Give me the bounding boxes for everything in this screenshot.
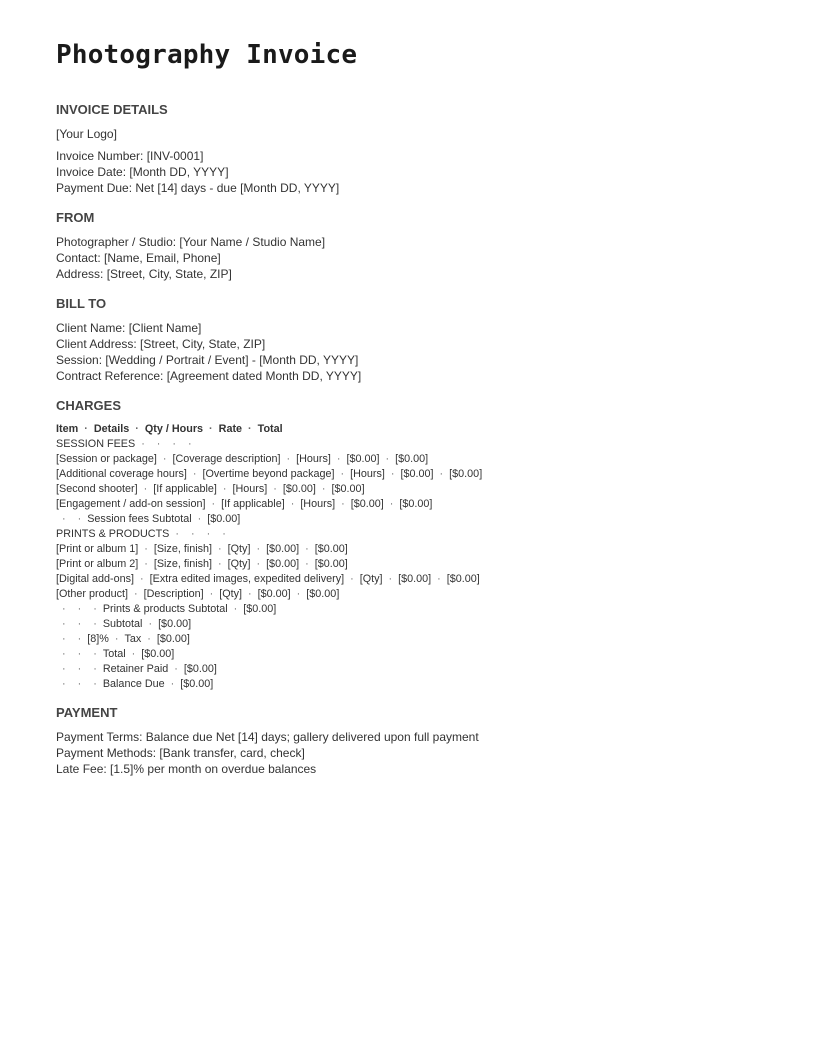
table-cell: [Hours] (232, 483, 268, 495)
table-cell: [Session or package] (56, 453, 157, 465)
table-cell: [$0.00] (141, 648, 175, 660)
table-row (56, 602, 776, 617)
cell-separator: · (156, 453, 173, 465)
contract-reference: Contract Reference: [Agreement dated Month DD, YYYY] (56, 369, 362, 383)
client-address: Client Address: [Street, City, State, ZIP] (56, 337, 266, 351)
invoice-page (56, 38, 776, 777)
cell-separator: · (280, 453, 297, 465)
table-cell: SESSION FEES (56, 438, 136, 450)
table-cell: [$0.00] (398, 573, 432, 585)
cell-separator: · (168, 663, 184, 675)
table-cell: [Hours] (350, 468, 385, 480)
late-fee: Late Fee: [1.5]% per month on overdue balances (56, 762, 317, 776)
from-address: Address: [Street, City, State, ZIP] (56, 267, 232, 281)
bill-to-lines (56, 320, 776, 384)
table-row (56, 527, 776, 542)
cell-separator: · (71, 678, 88, 690)
table-cell: [$0.00] (156, 633, 190, 645)
table-row (56, 572, 776, 587)
table-cell: [$0.00] (331, 483, 365, 495)
cell-separator: · (56, 633, 72, 645)
cell-separator: · (78, 423, 94, 435)
cell-separator: · (290, 588, 307, 600)
table-cell: [Qty] (219, 588, 243, 600)
bill-to-heading: BILL TO (56, 296, 107, 311)
payment-lines (56, 729, 776, 777)
table-cell: [$0.00] (346, 453, 380, 465)
logo-placeholder: [Your Logo] (56, 127, 117, 141)
cell-separator: · (71, 618, 88, 630)
cell-separator: · (138, 558, 154, 570)
table-cell: [Print or album 1] (56, 543, 139, 555)
cell-separator: · (164, 678, 181, 690)
table-cell: [Additional coverage hours] (56, 468, 187, 480)
table-row (56, 437, 776, 452)
cell-separator: · (212, 543, 228, 555)
cell-separator: · (87, 618, 103, 630)
table-row (56, 467, 776, 482)
cell-separator: · (87, 678, 103, 690)
table-row (56, 617, 776, 632)
table-cell: [Qty] (227, 543, 251, 555)
cell-separator: · (186, 468, 203, 480)
table-cell: [Qty] (227, 558, 251, 570)
table-cell: [Second shooter] (56, 483, 138, 495)
table-cell: [$0.00] (257, 588, 291, 600)
payment-terms: Payment Terms: Balance due Net [14] days; gallery delivered upon full payment (56, 730, 479, 744)
table-cell: [Coverage description] (172, 453, 281, 465)
payment-heading: PAYMENT (56, 705, 118, 720)
table-row (56, 647, 776, 662)
table-cell: [Description] (143, 588, 204, 600)
cell-separator: · (205, 498, 222, 510)
table-cell: Total (257, 423, 283, 435)
payment-due: Payment Due: Net [14] days - due [Month DD, YYYY] (56, 181, 340, 195)
cell-separator: · (150, 438, 167, 450)
table-cell: Item (56, 423, 79, 435)
table-cell: [Engagement / add-on session] (56, 498, 206, 510)
from-contact: Contact: [Name, Email, Phone] (56, 251, 221, 265)
table-cell: [$0.00] (399, 498, 433, 510)
table-cell: Session fees Subtotal (87, 513, 192, 525)
table-row (56, 677, 776, 692)
from-heading: FROM (56, 210, 95, 225)
cell-separator: · (191, 513, 208, 525)
table-cell: Details (93, 423, 130, 435)
table-cell: [$0.00] (395, 453, 429, 465)
table-cell: Prints & products Subtotal (102, 603, 228, 615)
table-cell: [If applicable] (153, 483, 217, 495)
payment-methods: Payment Methods: [Bank transfer, card, check] (56, 746, 305, 760)
table-cell: Subtotal (102, 618, 143, 630)
table-cell: [Digital add-ons] (56, 573, 135, 585)
cell-separator: · (242, 588, 258, 600)
table-cell: [Print or album 2] (56, 558, 139, 570)
cell-separator: · (267, 483, 283, 495)
cell-separator: · (203, 423, 219, 435)
cell-separator: · (141, 633, 157, 645)
table-cell: [Size, finish] (153, 543, 213, 555)
table-cell: [8]% (87, 633, 109, 645)
cell-separator: · (71, 663, 88, 675)
table-row (56, 452, 776, 467)
cell-separator: · (142, 618, 159, 630)
table-cell: [$0.00] (180, 678, 214, 690)
cell-separator: · (135, 438, 151, 450)
cell-separator: · (212, 558, 228, 570)
cell-separator: · (433, 468, 450, 480)
charges-table (56, 422, 776, 692)
table-cell: [$0.00] (314, 543, 348, 555)
table-row (56, 482, 776, 497)
cell-separator: · (138, 543, 154, 555)
table-cell: [$0.00] (449, 468, 483, 480)
table-cell: PRINTS & PRODUCTS (56, 528, 170, 540)
table-row (56, 587, 776, 602)
cell-separator: · (125, 648, 142, 660)
table-cell: [$0.00] (314, 558, 348, 570)
table-cell: [$0.00] (350, 498, 384, 510)
table-cell: [$0.00] (183, 663, 217, 675)
cell-separator: · (250, 558, 267, 570)
cell-separator: · (299, 558, 315, 570)
table-cell: [If applicable] (221, 498, 285, 510)
session-info: Session: [Wedding / Portrait / Event] - [Month DD, YYYY] (56, 353, 359, 367)
cell-separator: · (87, 663, 103, 675)
table-cell: [Qty] (359, 573, 383, 585)
cell-separator: · (71, 513, 88, 525)
table-cell: [Overtime beyond package] (202, 468, 335, 480)
cell-separator: · (56, 618, 72, 630)
cell-separator: · (330, 453, 347, 465)
table-cell: [Hours] (296, 453, 331, 465)
cell-separator: · (334, 468, 351, 480)
cell-separator: · (431, 573, 447, 585)
invoice-details-lines (56, 148, 776, 196)
cell-separator: · (185, 528, 201, 540)
charges-heading: CHARGES (56, 398, 122, 413)
table-cell: [$0.00] (158, 618, 192, 630)
invoice-date: Invoice Date: [Month DD, YYYY] (56, 165, 229, 179)
table-cell: [$0.00] (306, 588, 340, 600)
table-cell: Qty / Hours (144, 423, 204, 435)
table-cell: Balance Due (102, 678, 165, 690)
table-cell: [$0.00] (446, 573, 480, 585)
table-cell: [$0.00] (243, 603, 277, 615)
from-lines (56, 234, 776, 282)
table-cell: [$0.00] (282, 483, 316, 495)
invoice-details-heading: INVOICE DETAILS (56, 102, 168, 117)
cell-separator: · (250, 543, 267, 555)
cell-separator: · (108, 633, 125, 645)
cell-separator: · (169, 528, 185, 540)
charges-header-row (56, 422, 776, 437)
cell-separator: · (56, 513, 72, 525)
table-cell: [Extra edited images, expedited delivery] (149, 573, 345, 585)
table-cell: [$0.00] (266, 558, 300, 570)
cell-separator: · (382, 573, 399, 585)
cell-separator: · (242, 423, 258, 435)
cell-separator: · (344, 573, 360, 585)
table-cell: [Hours] (300, 498, 336, 510)
table-cell: [$0.00] (207, 513, 241, 525)
cell-separator: · (200, 528, 217, 540)
table-cell: [$0.00] (400, 468, 434, 480)
table-row (56, 632, 776, 647)
cell-separator: · (71, 603, 88, 615)
table-cell: Tax (124, 633, 142, 645)
table-row (56, 662, 776, 677)
cell-separator: · (182, 438, 198, 450)
cell-separator: · (284, 498, 301, 510)
cell-separator: · (383, 498, 400, 510)
cell-separator: · (137, 483, 154, 495)
table-cell: [Other product] (56, 588, 129, 600)
cell-separator: · (203, 588, 220, 600)
cell-separator: · (315, 483, 332, 495)
cell-separator: · (129, 423, 145, 435)
cell-separator: · (56, 603, 72, 615)
table-cell: Rate (218, 423, 243, 435)
photographer-studio: Photographer / Studio: [Your Name / Studio Name] (56, 235, 326, 249)
cell-separator: · (71, 633, 88, 645)
table-row (56, 557, 776, 572)
page-title: Photography Invoice (56, 40, 358, 70)
cell-separator: · (166, 438, 183, 450)
table-row (56, 512, 776, 527)
cell-separator: · (227, 603, 244, 615)
cell-separator: · (87, 648, 103, 660)
cell-separator: · (128, 588, 144, 600)
table-row (56, 542, 776, 557)
cell-separator: · (216, 483, 233, 495)
cell-separator: · (134, 573, 150, 585)
cell-separator: · (56, 663, 72, 675)
table-row (56, 497, 776, 512)
cell-separator: · (299, 543, 315, 555)
cell-separator: · (379, 453, 396, 465)
cell-separator: · (384, 468, 401, 480)
cell-separator: · (216, 528, 232, 540)
client-name: Client Name: [Client Name] (56, 321, 202, 335)
table-cell: Total (102, 648, 126, 660)
table-cell: Retainer Paid (102, 663, 169, 675)
table-cell: [$0.00] (266, 543, 300, 555)
table-cell: [Size, finish] (153, 558, 213, 570)
cell-separator: · (71, 648, 88, 660)
cell-separator: · (335, 498, 351, 510)
cell-separator: · (56, 648, 72, 660)
cell-separator: · (87, 603, 103, 615)
cell-separator: · (56, 678, 72, 690)
invoice-number: Invoice Number: [INV-0001] (56, 149, 204, 163)
